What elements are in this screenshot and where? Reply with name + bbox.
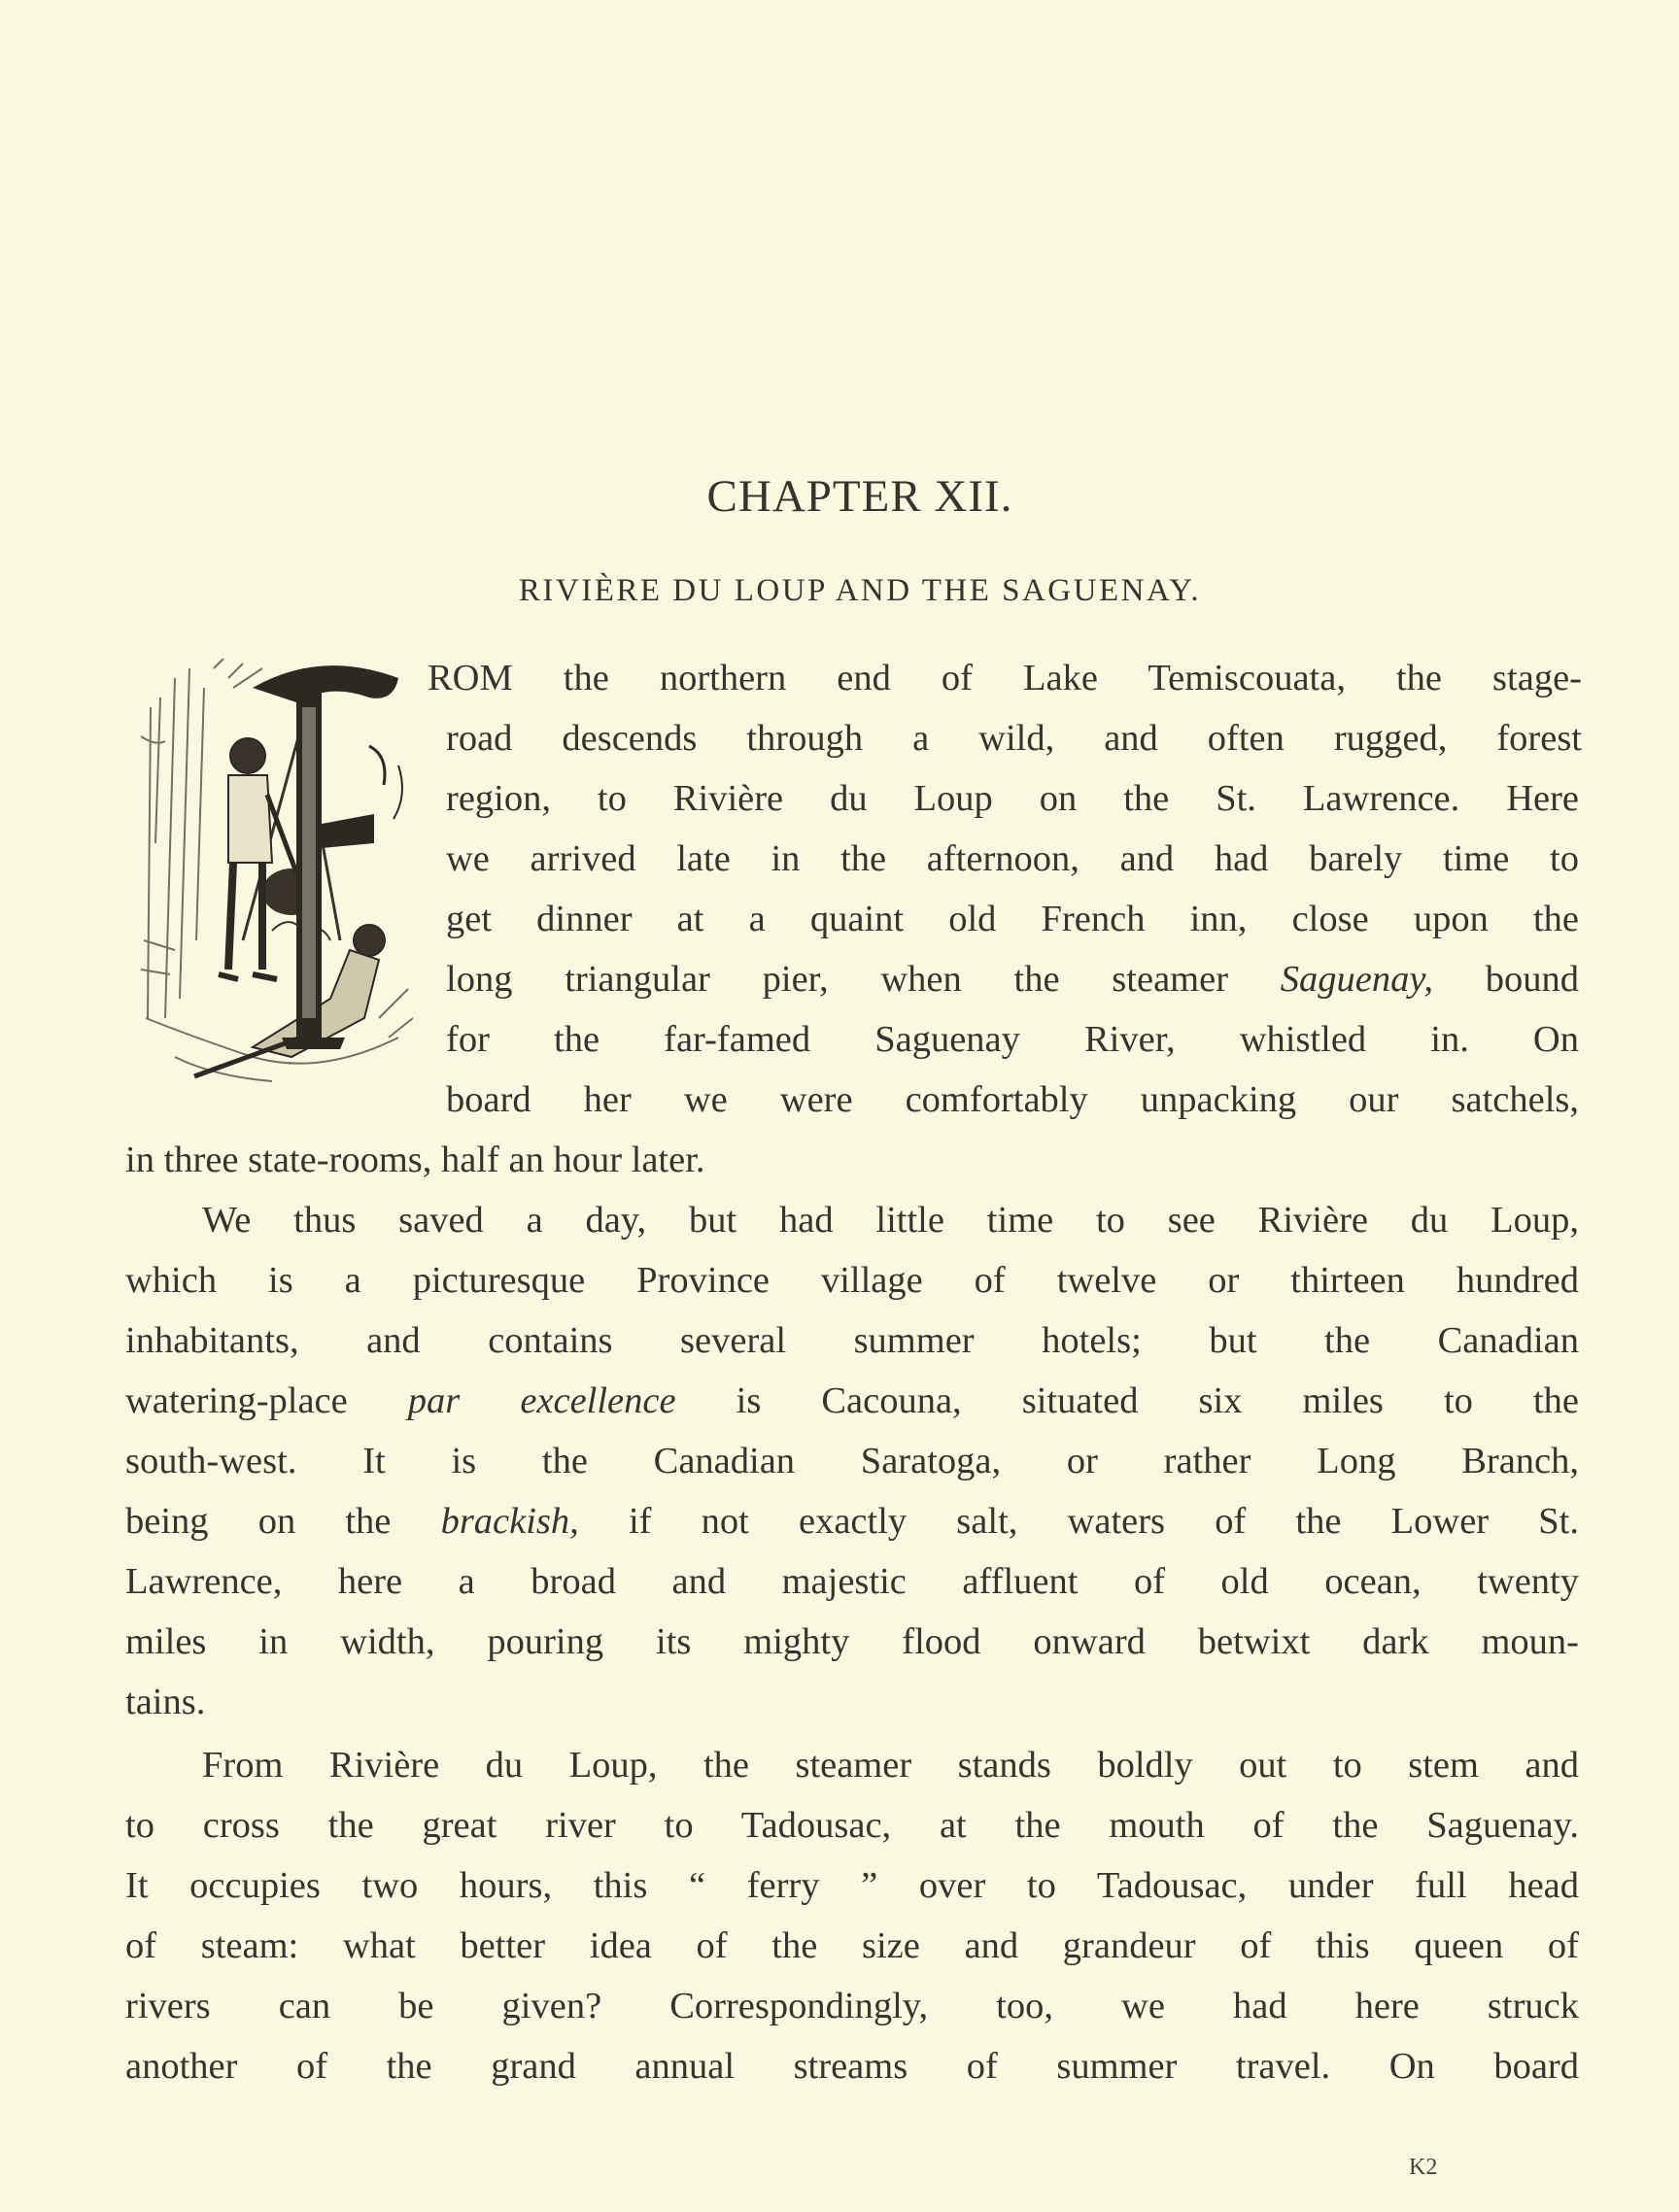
text-line: [125, 1379, 1579, 1422]
text-line: of steam: what better idea of the size and grandeur of this queen of: [125, 1925, 1579, 1966]
text-segment: bound: [1432, 959, 1580, 1000]
chapter-title: CHAPTER XII.: [706, 471, 1013, 522]
text-line: [446, 958, 1579, 1001]
text-line: board her we were comfortably unpacking our satchels,: [446, 1079, 1579, 1120]
text-line: to cross the great river to Tadousac, at the mouth of the Saguenay.: [125, 1805, 1579, 1846]
text-line: From Rivière du Loup, the steamer stands boldly out to stem and: [202, 1745, 1579, 1786]
text-line: rivers can be given? Correspondingly, too, we had here struck: [125, 1986, 1579, 2026]
text-line: get dinner at a quaint old French inn, close upon the: [446, 899, 1579, 939]
text-segment: long triangular pier, when the steamer: [446, 959, 1281, 1000]
text-line: ROM the northern end of Lake Temiscouata, the stage-: [428, 658, 1582, 698]
text-line: It occupies two hours, this “ ferry ” over to Tadousac, under full head: [125, 1865, 1579, 1906]
signature-mark: K2: [1409, 2155, 1438, 2180]
text-line: [125, 1500, 1579, 1543]
text-line: in three state-rooms, half an hour later.: [125, 1140, 705, 1180]
italic-text: par excellence: [407, 1380, 676, 1421]
text-segment: being on the: [125, 1501, 441, 1542]
text-line: We thus saved a day, but had little time to see Rivière du Loup,: [202, 1200, 1579, 1241]
text-line: region, to Rivière du Loup on the St. Lawrence. Here: [446, 778, 1579, 819]
italic-text: Saguenay,: [1280, 959, 1433, 1000]
text-segment: is Cacouna, situated six miles to the: [675, 1380, 1579, 1421]
illustrated-initial-campfire-icon: [136, 649, 413, 1092]
italic-text: brackish,: [440, 1501, 579, 1542]
text-line: tains.: [125, 1682, 206, 1722]
text-line: another of the grand annual streams of summer travel. On board: [125, 2046, 1579, 2087]
text-line: for the far-famed Saguenay River, whistled in. On: [446, 1019, 1579, 1060]
text-segment: watering-place: [125, 1380, 408, 1421]
text-line: south-west. It is the Canadian Saratoga, or rather Long Branch,: [125, 1441, 1579, 1481]
text-line: inhabitants, and contains several summer hotels; but the Canadian: [125, 1320, 1579, 1361]
chapter-subtitle: RIVIÈRE DU LOUP AND THE SAGUENAY.: [518, 573, 1202, 608]
text-line: miles in width, pouring its mighty flood onward betwixt dark moun-: [125, 1621, 1579, 1662]
text-line: which is a picturesque Province village of twelve or thirteen hundred: [125, 1260, 1579, 1301]
text-line: we arrived late in the afternoon, and had barely time to: [446, 838, 1579, 879]
text-segment: if not exactly salt, waters of the Lower St.: [578, 1501, 1579, 1542]
text-line: Lawrence, here a broad and majestic affluent of old ocean, twenty: [125, 1561, 1579, 1602]
text-line: road descends through a wild, and often rugged, forest: [446, 718, 1582, 759]
